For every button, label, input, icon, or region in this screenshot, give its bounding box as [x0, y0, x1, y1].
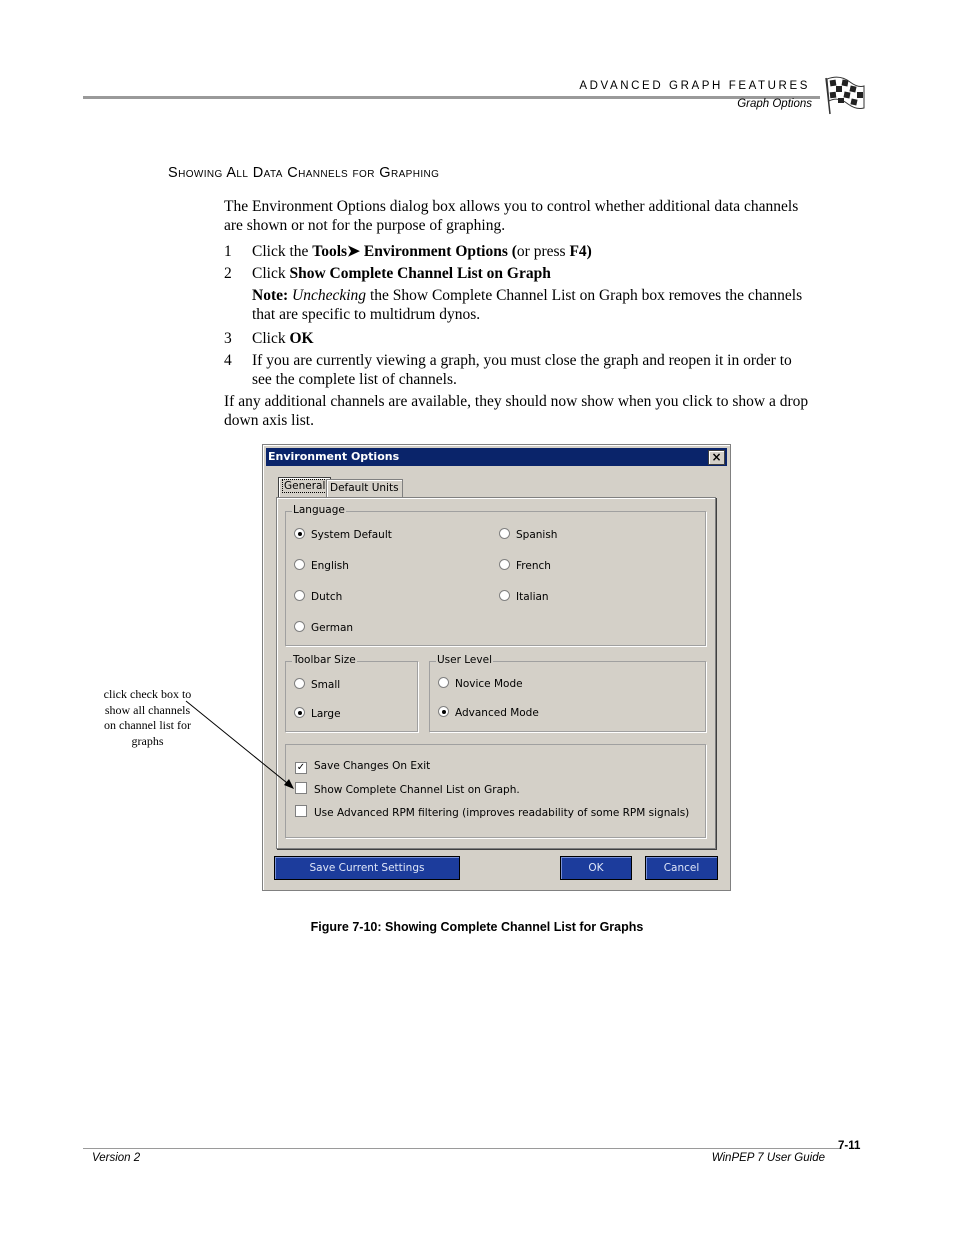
section-subtitle: Graph Options — [737, 98, 812, 110]
step-number: 3 — [224, 330, 232, 347]
option-label: Advanced Mode — [455, 707, 539, 719]
note-text: the Show Complete Channel List on Graph box removes the channels that are specific to multidrum dynos. — [252, 287, 803, 323]
radio-icon — [294, 621, 305, 632]
radio-icon — [499, 559, 510, 570]
checkbox-label: Show Complete Channel List on Graph. — [314, 784, 520, 796]
option-label: Italian — [516, 591, 549, 603]
checkmark-icon: ✓ — [296, 762, 306, 773]
group-label: Language — [293, 504, 345, 516]
outro-paragraph: If any additional channels are available, they should now show when you click to show a drop down axis list. — [224, 393, 809, 429]
close-button[interactable]: × — [708, 450, 725, 465]
step-text: Click — [252, 265, 290, 282]
group-label: Toolbar Size — [293, 654, 356, 666]
note-emphasis: Unchecking — [292, 287, 367, 304]
option-label: English — [311, 560, 349, 572]
menu-path: Tools➤ Environment Options ( — [312, 243, 517, 260]
radio-selected-icon — [438, 706, 449, 717]
user-level-group — [429, 654, 706, 732]
checkbox-icon — [295, 805, 307, 817]
radio-icon — [294, 590, 305, 601]
ok-button[interactable]: OK — [560, 856, 632, 880]
footer-rule — [83, 1148, 840, 1149]
option-label: Dutch — [311, 591, 343, 603]
radio-advanced-mode[interactable] — [438, 706, 539, 720]
radio-icon — [499, 528, 510, 539]
radio-icon — [294, 678, 305, 689]
options-checkbox-group — [285, 744, 706, 838]
step-4 — [224, 351, 809, 391]
chapter-title: ADVANCED GRAPH FEATURES — [579, 80, 810, 92]
tab-label: General — [284, 480, 326, 492]
tab-default-units[interactable]: Default Units — [326, 479, 403, 498]
group-label: User Level — [437, 654, 492, 666]
radio-small[interactable] — [294, 678, 340, 692]
checkbox-show-complete-channel-list[interactable] — [295, 782, 520, 796]
radio-english[interactable] — [294, 559, 349, 573]
figure-caption: Figure 7-10: Showing Complete Channel List for Graphs — [310, 920, 644, 934]
step-1 — [224, 242, 809, 261]
radio-icon — [499, 590, 510, 601]
radio-dutch[interactable] — [294, 590, 342, 604]
step-3 — [224, 329, 809, 348]
radio-french[interactable] — [499, 559, 551, 573]
shortcut-key: F4) — [569, 243, 592, 260]
option-label: German — [311, 622, 354, 634]
callout-text: click check box to show all channels on channel list for graphs — [103, 687, 192, 748]
section-heading: Showing All Data Channels for Graphing — [168, 165, 440, 181]
option-label: Spanish — [516, 529, 558, 541]
page-number: 7-11 — [838, 1140, 861, 1152]
checkbox-advanced-rpm-filtering[interactable] — [295, 805, 689, 819]
step-number: 2 — [224, 265, 232, 282]
option-label: Large — [311, 708, 341, 720]
radio-icon — [294, 559, 305, 570]
radio-german[interactable] — [294, 621, 353, 635]
save-current-settings-button[interactable]: Save Current Settings — [274, 856, 460, 880]
option-label: System Default — [311, 529, 392, 541]
checkbox-label: Save Changes On Exit — [314, 760, 431, 772]
footer-guide-title: WinPEP 7 User Guide — [711, 1152, 825, 1164]
option-name: OK — [289, 330, 314, 347]
step-number: 4 — [224, 352, 232, 369]
radio-italian[interactable] — [499, 590, 549, 604]
intro-paragraph: The Environment Options dialog box allows you to control whether additional data channels are shown or not for the purpose of graphing. — [224, 198, 799, 234]
cancel-button[interactable]: Cancel — [645, 856, 718, 880]
radio-large[interactable] — [294, 707, 341, 721]
language-group — [285, 504, 706, 646]
note-label: Note: — [252, 287, 289, 304]
option-name: Show Complete Channel List on Graph — [289, 265, 551, 282]
option-label: Small — [311, 679, 341, 691]
step-text: Click the — [252, 243, 313, 260]
tab-general[interactable] — [278, 477, 331, 498]
dialog-title: Environment Options — [268, 450, 400, 463]
radio-selected-icon — [294, 528, 305, 539]
environment-options-dialog — [262, 444, 731, 891]
step-2 — [224, 264, 809, 283]
radio-spanish[interactable] — [499, 528, 557, 542]
step-note — [224, 286, 809, 326]
radio-icon — [438, 677, 449, 688]
step-text: or press — [516, 243, 570, 260]
option-label: French — [516, 560, 551, 572]
footer-version: Version 2 — [92, 1152, 141, 1164]
checkbox-save-changes-on-exit[interactable] — [295, 759, 430, 773]
step-text: If you are currently viewing a graph, you must close the graph and reopen it in order to see the complete list of channels. — [252, 352, 792, 388]
option-label: Novice Mode — [455, 678, 523, 690]
step-text: Click — [252, 330, 290, 347]
step-number: 1 — [224, 243, 232, 260]
dialog-titlebar[interactable] — [266, 448, 727, 466]
checkbox-label: Use Advanced RPM filtering (improves readability of some RPM signals) — [314, 807, 690, 819]
radio-system-default[interactable] — [294, 528, 392, 542]
toolbar-size-group — [285, 654, 418, 732]
checkered-flag-icon — [820, 74, 866, 116]
radio-novice-mode[interactable] — [438, 677, 523, 691]
callout-arrow — [180, 695, 300, 795]
